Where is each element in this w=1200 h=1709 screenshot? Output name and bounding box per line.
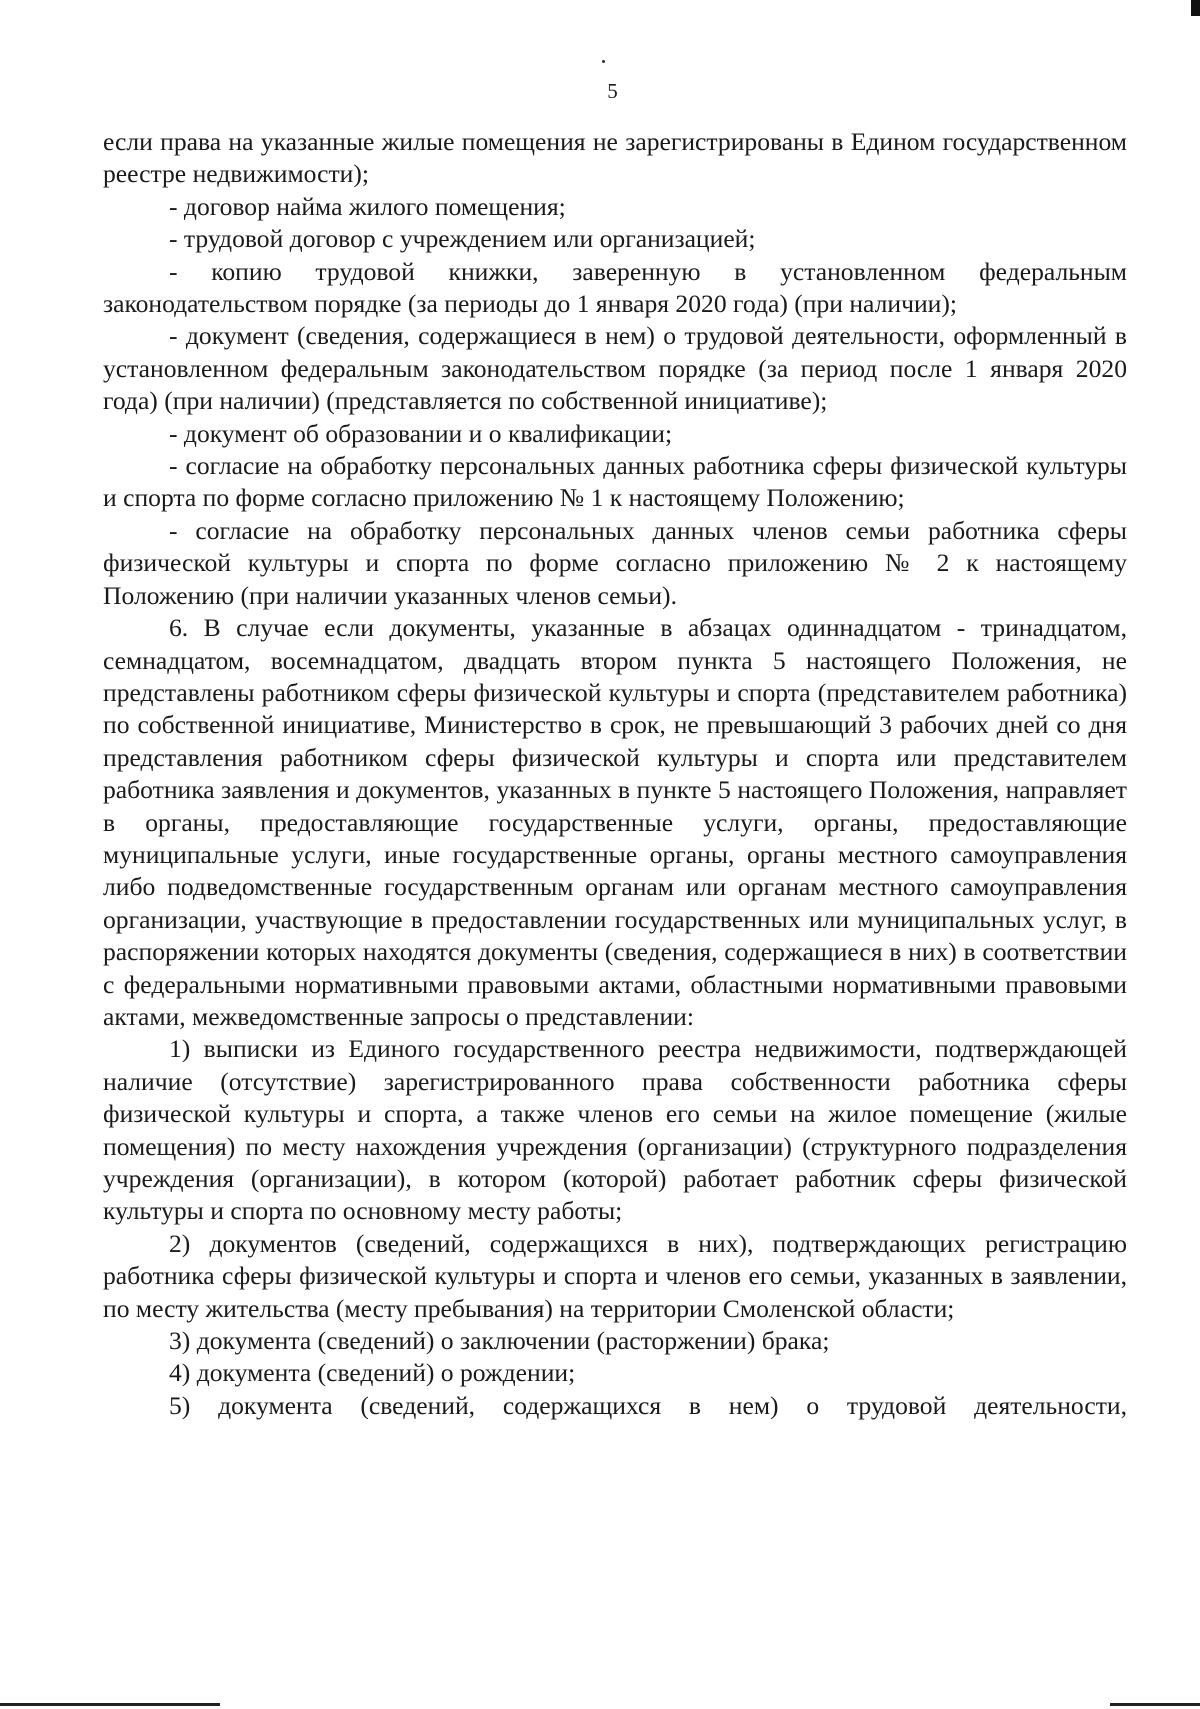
paragraph-5: - документ (сведения, содержащиеся в нем) о трудовой деятельности, оформленный в установленном федеральным законодательством порядке (за период после 1 января 2020 года) (при наличии) (представляется по собственной инициативе); [103,321,1127,416]
scan-edge-mark [1191,0,1200,16]
paragraph-2: - договор найма жилого помещения; [169,191,566,221]
paragraph-14: 5) документа (сведений, содержащихся в нем) о трудовой деятельности, [169,1390,1127,1420]
paragraph-12: 3) документа (сведений) о заключении (расторжении) брака; [169,1326,830,1356]
paragraph-10: 1) выписки из Единого государственного реестра недвижимости, подтверждающей наличие (отсутствие) зарегистрированного права собственности работника сферы физической культуры и спорта, а также членов его семьи на жилое помещение (жилые помещения) по месту нахождения учреждения (организации) (структурного подразделения учреждения (организации), в котором (которой) работает работник сферы физической культуры и спорта по основному месту работы; [103,1034,1127,1226]
paragraph-1: если права на указанные жилые помещения не зарегистрированы в Едином государственном реестре недвижимости); [103,127,1127,189]
paragraph-8: - согласие на обработку персональных данных членов семьи работника сферы физической культуры и спорта по форме согласно приложению № 2 к настоящему Положению (при наличии указанных членов семьи). [103,515,1127,610]
scan-bottom-edge-left [0,1703,220,1706]
paragraph-9: 6. В случае если документы, указанные в абзацах одиннадцатом - тринадцатом, семнадцатом, восемнадцатом, двадцать втором пункта 5 настоящего Положения, не представлены работником сферы физической культуры и спорта (представителем работника) по собственной инициативе, Министерство в срок, не превышающий 3 рабочих дней со дня представления работником сферы физической культуры и спорта или представителем работника заявления и документов, указанных в пункте 5 настоящего Положения, направляет в органы, предоставляющие государственные услуги, органы, предоставляющие муниципальные услуги, иные государственные органы, органы местного самоуправления либо подведомственные государственным органам или органам местного самоуправления организации, участвующие в предоставлении государственных или муниципальных услуг, в распоряжении которых находятся документы (сведения, содержащиеся в них) в соответствии с федеральными нормативными правовыми актами, областными нормативными правовыми актами, межведомственные запросы о представлении: [103,613,1127,1031]
scan-speck [602,60,605,63]
paragraph-13: 4) документа (сведений) о рождении; [169,1358,576,1388]
paragraph-3: - трудовой договор с учреждением или организацией; [169,224,756,254]
paragraph-11: 2) документов (сведений, содержащихся в них), подтверждающих регистрацию работника сферы физической культуры и спорта и членов его семьи, указанных в заявлении, по месту жительства (месту пребывания) на территории Смоленской области; [103,1228,1127,1323]
paragraph-4: - копию трудовой книжки, заверенную в установленном федеральным законодательством порядке (за периоды до 1 января 2020 года) (при наличии); [103,256,1127,319]
page-number: 5 [607,79,618,103]
scan-bottom-edge-right [1110,1703,1200,1706]
document-body [103,126,1127,1422]
paragraph-6: - документ об образовании и о квалификации; [169,418,673,448]
paragraph-7: - согласие на обработку персональных данных работника сферы физической культуры и спорта по форме согласно приложению № 1 к настоящему Положению; [103,451,1127,513]
